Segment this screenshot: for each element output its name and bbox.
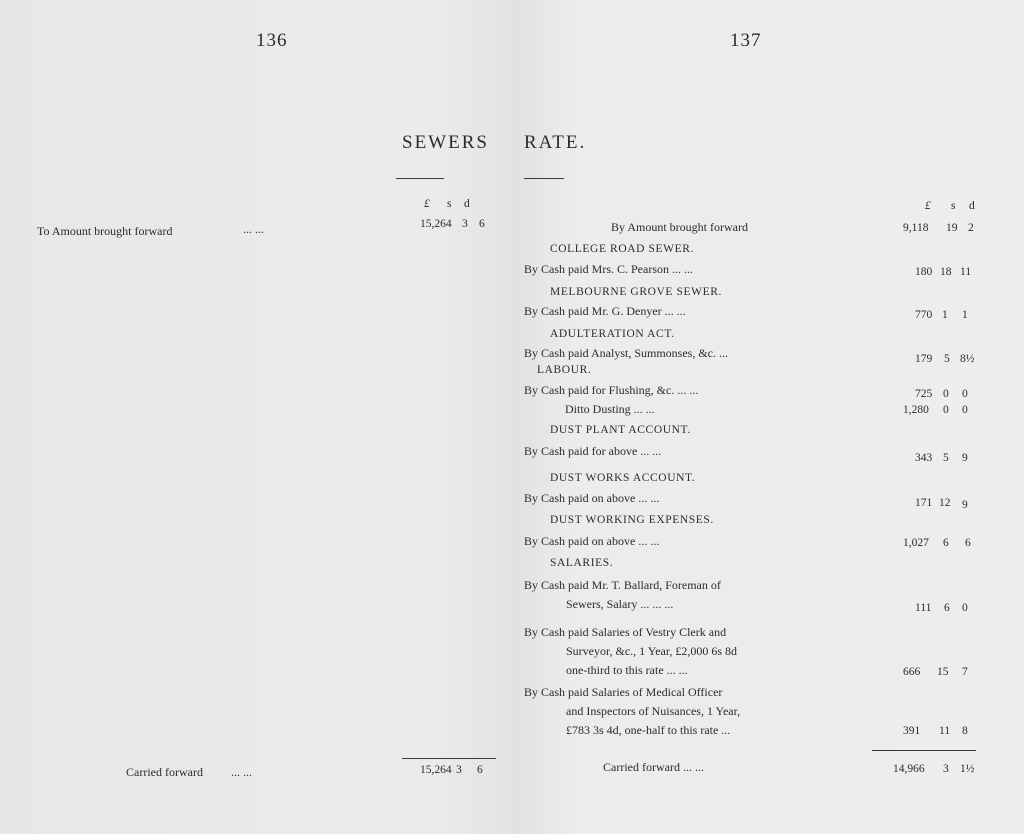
left-pence-header: d	[464, 198, 470, 210]
plant-pounds: 343	[915, 452, 933, 464]
section-salaries: SALARIES.	[550, 557, 614, 569]
dusting-pounds: 1,280	[903, 404, 929, 416]
right-carried-forward-label: Carried forward ... ...	[603, 760, 704, 774]
entry-flushing: By Cash paid for Flushing, &c. ... ...	[524, 383, 699, 397]
medical-pence: 8	[962, 725, 968, 737]
left-cf-pounds: 15,264	[420, 764, 452, 776]
title-right-word: RATE.	[524, 132, 587, 153]
right-bf-pence: 2	[968, 222, 974, 234]
works-pence: 9	[962, 499, 968, 511]
flushing-pence: 0	[962, 388, 968, 400]
left-bf-pounds: 15,264	[420, 218, 452, 230]
entry-medical-line1: By Cash paid Salaries of Medical Officer	[524, 685, 723, 699]
works-shillings: 12	[939, 497, 951, 509]
right-bf-pounds: 9,118	[903, 222, 929, 234]
entry-dust-works: By Cash paid on above ... ...	[524, 491, 660, 505]
left-carried-forward-label: Carried forward	[126, 765, 203, 779]
left-bf-pence: 6	[479, 218, 485, 230]
title-rule-left	[396, 178, 444, 179]
title-rule-right	[524, 178, 564, 179]
entry-vestry-line3: one-third to this rate ... ...	[566, 663, 688, 677]
right-cf-pounds: 14,966	[893, 763, 925, 775]
entry-medical-line3: £783 3s 4d, one-half to this rate ...	[566, 723, 731, 737]
vestry-pence: 7	[962, 666, 968, 678]
right-pence-header: d	[969, 200, 975, 212]
left-brought-forward-dots: ... ...	[243, 222, 264, 236]
working-pounds: 1,027	[903, 537, 929, 549]
working-shillings: 6	[943, 537, 949, 549]
right-shillings-header: s	[951, 200, 956, 212]
entry-pearson: By Cash paid Mrs. C. Pearson ... ...	[524, 262, 693, 276]
right-cf-shillings: 3	[943, 763, 949, 775]
denyer-shillings: 1	[942, 309, 948, 321]
entry-denyer: By Cash paid Mr. G. Denyer ... ...	[524, 304, 686, 318]
vestry-pounds: 666	[903, 666, 921, 678]
section-melbourne-grove: MELBOURNE GROVE SEWER.	[550, 286, 722, 298]
left-page-number: 136	[256, 30, 288, 51]
medical-shillings: 11	[939, 725, 951, 737]
plant-pence: 9	[962, 452, 968, 464]
left-bf-shillings: 3	[462, 218, 468, 230]
right-page-number: 137	[730, 30, 762, 51]
analyst-pence: 8½	[960, 353, 975, 365]
ballard-pounds: 111	[915, 602, 932, 614]
entry-analyst: By Cash paid Analyst, Summonses, &c. ...	[524, 346, 728, 360]
vestry-shillings: 15	[937, 666, 949, 678]
working-pence: 6	[965, 537, 971, 549]
left-brought-forward-label: To Amount brought forward	[37, 224, 173, 238]
entry-vestry-line1: By Cash paid Salaries of Vestry Clerk and	[524, 625, 727, 639]
left-cf-shillings: 3	[456, 764, 462, 776]
left-shillings-header: s	[447, 198, 452, 210]
pearson-pounds: 180	[915, 266, 933, 278]
entry-dusting: Ditto Dusting ... ...	[565, 402, 655, 416]
left-carried-forward-dots: ... ...	[231, 765, 252, 779]
section-college-road: COLLEGE ROAD SEWER.	[550, 243, 694, 255]
pearson-pence: 11	[960, 266, 972, 278]
analyst-shillings: 5	[944, 353, 950, 365]
flushing-pounds: 725	[915, 388, 933, 400]
dusting-pence: 0	[962, 404, 968, 416]
entry-vestry-line2: Surveyor, &c., 1 Year, £2,000 6s 8d	[566, 644, 738, 658]
entry-ballard-line2: Sewers, Salary ... ... ...	[566, 597, 674, 611]
section-labour: LABOUR.	[537, 364, 592, 376]
right-pounds-header: £	[925, 200, 931, 212]
title-left-word: SEWERS	[402, 132, 489, 153]
ballard-pence: 0	[962, 602, 968, 614]
entry-dust-working: By Cash paid on above ... ...	[524, 534, 660, 548]
denyer-pounds: 770	[915, 309, 933, 321]
plant-shillings: 5	[943, 452, 949, 464]
denyer-pence: 1	[962, 309, 968, 321]
right-brought-forward-label: By Amount brought forward	[611, 220, 748, 234]
entry-medical-line2: and Inspectors of Nuisances, 1 Year,	[566, 704, 741, 718]
dusting-shillings: 0	[943, 404, 949, 416]
section-dust-working: DUST WORKING EXPENSES.	[550, 514, 714, 526]
right-cf-pence: 1½	[960, 763, 975, 775]
right-total-rule	[872, 750, 976, 751]
section-dust-works: DUST WORKS ACCOUNT.	[550, 472, 696, 484]
ballard-shillings: 6	[944, 602, 950, 614]
entry-dust-plant: By Cash paid for above ... ...	[524, 444, 662, 458]
pearson-shillings: 18	[940, 266, 952, 278]
left-total-rule	[402, 758, 496, 759]
entry-ballard-line1: By Cash paid Mr. T. Ballard, Foreman of	[524, 578, 721, 592]
right-bf-shillings: 19	[946, 222, 958, 234]
flushing-shillings: 0	[943, 388, 949, 400]
works-pounds: 171	[915, 497, 933, 509]
section-dust-plant: DUST PLANT ACCOUNT.	[550, 424, 691, 436]
analyst-pounds: 179	[915, 353, 933, 365]
medical-pounds: 391	[903, 725, 921, 737]
section-adulteration-act: ADULTERATION ACT.	[550, 328, 675, 340]
left-pounds-header: £	[424, 198, 430, 210]
left-cf-pence: 6	[477, 764, 483, 776]
